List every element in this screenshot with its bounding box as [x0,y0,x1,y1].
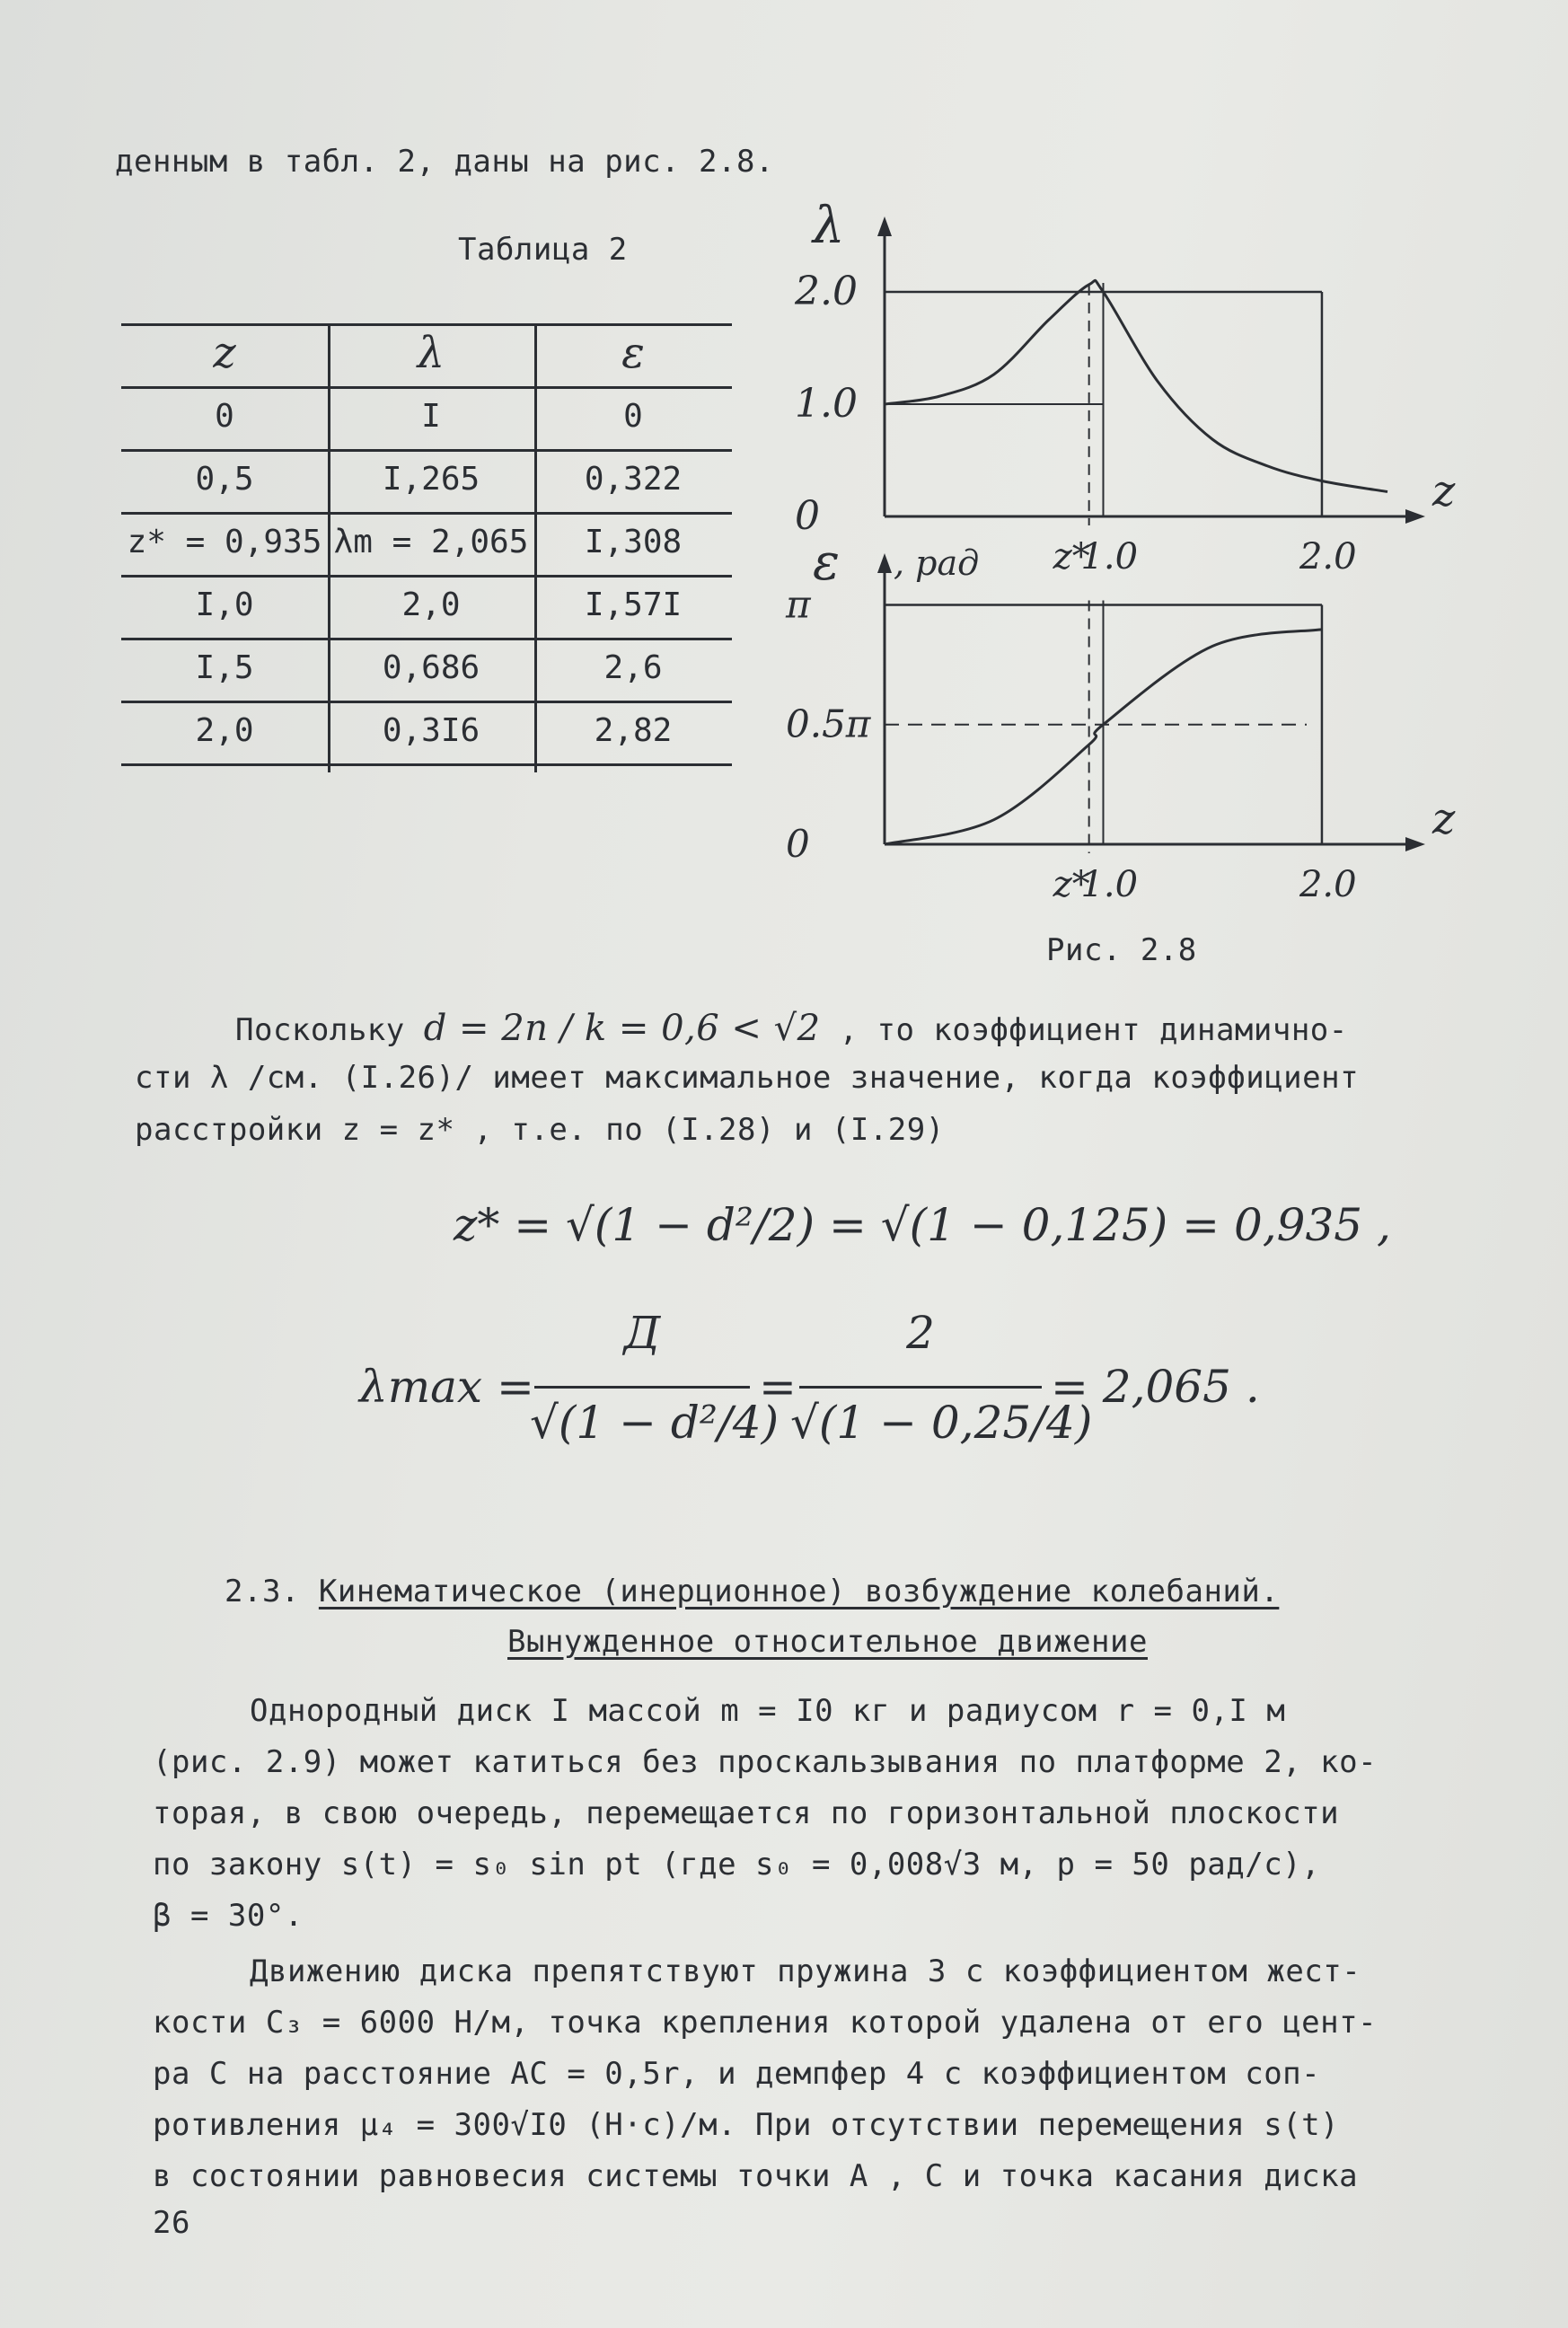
table-cell: I,308 [584,524,683,560]
body1-line1-formula: d = 2n / k = 0,6 < √2 [423,1008,821,1049]
section-title-line2: Вынужденное относительное движение [507,1624,1148,1660]
formula-lambda-max [359,1307,1260,1477]
body2-line3: торая, в свою очередь, перемещается по горизонтальной плоскости [153,1795,1340,1831]
body3-line3: ра C на расстояние AC = 0,5r, и демпфер 4 с коэффициентом соп- [153,2056,1321,2092]
table-cell: I,0 [195,586,254,623]
formula-zstar: z* = √(1 − d²/2) = √(1 − 0,125) = 0,935 , [454,1199,1391,1251]
x-tick-label: 2.0 [1299,864,1357,905]
table-cell: 0 [215,398,234,435]
x-axis-arrow [1405,837,1425,851]
table-cell: I,5 [195,649,254,686]
table-cell: 0,686 [382,649,480,686]
table-cell: 2,82 [594,712,673,749]
body1-line1-post: , то коэффициент динамично- [839,1012,1348,1048]
table-caption: Таблица 2 [458,232,628,268]
x-tick-label: 1.0 [1080,864,1139,905]
y-tick-label: 0.5π [786,701,871,746]
formula-den2: √(1 − 0,25/4) [790,1397,1093,1449]
section-title-line1: Кинематическое (инерционное) возбуждение колебаний. [318,1574,1280,1609]
table-header-2: ε [621,328,645,378]
table-cell: 0,322 [584,461,683,498]
section-number: 2.3. [225,1574,300,1609]
x-axis-label: z [1432,466,1456,516]
body3-line5: в состоянии равновесия системы точки A , C и точка касания диска [153,2158,1359,2194]
table-header-0: z [213,328,236,378]
table-cell: z* = 0,935 [127,524,322,560]
fraction-bar-2 [799,1386,1042,1389]
table-cell: 2,6 [603,649,663,686]
body1-line2: сти λ /см. (I.26)/ имеет максимальное значение, когда коэффициент [135,1060,1360,1096]
formula-den1: √(1 − d²/4) [530,1397,780,1449]
formula-lhs: λmax = [359,1361,534,1413]
table-rule [121,701,732,703]
table-cell: I [421,398,441,435]
body3-line2: кости C₃ = 6000 Н/м, точка крепления которой удалена от его цент- [153,2005,1378,2041]
table-header-1: λ [417,328,445,378]
x-tick-label: z* [1053,536,1090,578]
fraction-bar-1 [534,1386,750,1389]
y-axis-label: λ [813,197,845,255]
body3-line1: Движению диска препятствуют пружина 3 с коэффициентом жест- [250,1953,1361,1989]
table-rule [121,575,732,578]
x-axis-label: z [1432,794,1456,844]
body2-line1: Однородный диск I массой m = I0 кг и радиусом r = 0,I м [250,1693,1286,1729]
page-number: 26 [153,2205,190,2241]
table-rule [121,763,732,766]
table-rule [121,386,732,389]
y-tick-label: 1.0 [795,381,858,427]
y-tick-label: 2.0 [795,269,858,314]
body1-line3: расстройки z = z* , т.е. по (I.28) и (I.29) [135,1112,945,1148]
x-tick-label: 1.0 [1080,536,1139,578]
table-rule [121,323,732,326]
figure-caption: Рис. 2.8 [1046,932,1197,968]
table-cell: 0 [623,398,643,435]
x-tick-label: 2.0 [1299,536,1357,578]
y-axis-unit: , рад [894,543,980,583]
body2-line4: по закону s(t) = s₀ sin pt (где s₀ = 0,008√3 м, p = 50 рад/с), [153,1847,1321,1883]
formula-num1: Д [623,1307,661,1359]
body3-line4: ротивления μ₄ = 300√I0 (Н·с)/м. При отсутствии перемещения s(t) [153,2107,1340,2143]
table-cell: 2,0 [401,586,461,623]
body2-line5: β = 30°. [153,1898,304,1934]
formula-eq: = [759,1361,797,1413]
y-tick-label: π [786,582,811,627]
table-rule [121,512,732,515]
section-heading-line1 [225,1574,1279,1609]
table-rule [121,449,732,452]
table-cell: I,57I [584,586,683,623]
lambda-curve [885,280,1387,491]
body2-line2: (рис. 2.9) может катиться без проскальзывания по платформе 2, ко- [153,1744,1378,1780]
formula-num2: 2 [906,1307,935,1359]
table-rule [121,638,732,640]
figure-2-8 [772,180,1509,916]
table-cell: λm = 2,065 [333,524,529,560]
table-cell: 0,5 [195,461,254,498]
table-cell: 2,0 [195,712,254,749]
intro-line: денным в табл. 2, даны на рис. 2.8. [115,144,774,180]
x-tick-label: z* [1053,864,1090,905]
y-axis-arrow [877,216,892,236]
body1-line1-pre: Поскольку [235,1012,405,1048]
body1-line1 [235,1008,1348,1049]
x-axis-arrow [1405,509,1425,524]
y-tick-label: 0 [795,493,820,539]
formula-rhs: = 2,065 . [1051,1361,1260,1413]
table-cell: I,265 [382,461,480,498]
y-axis-label: ε [813,534,841,592]
table-cell: 0,3I6 [382,712,480,749]
y-tick-label: 0 [786,822,810,866]
y-axis-arrow [877,553,892,573]
